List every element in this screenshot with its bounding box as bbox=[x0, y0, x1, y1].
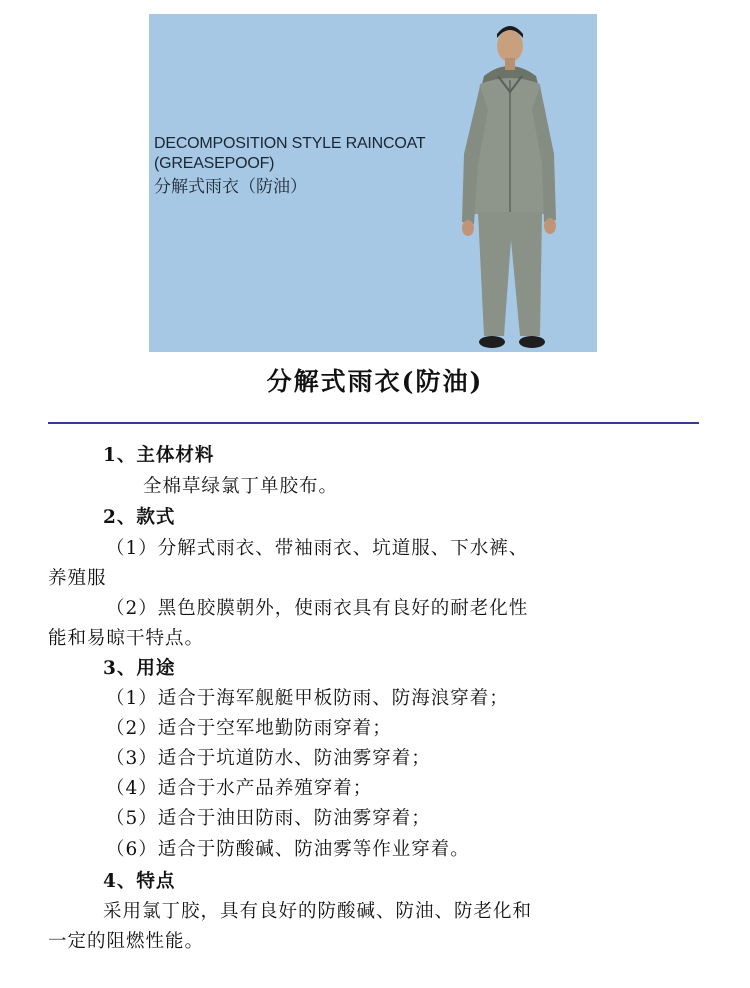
photo-caption bbox=[154, 134, 425, 198]
caption-english-line-2: (GREASEPOOF) bbox=[154, 155, 275, 172]
title-divider bbox=[48, 422, 699, 424]
section-heading-style: 2、款式 bbox=[103, 507, 176, 528]
style-line-2: 养殖服 bbox=[48, 568, 107, 589]
style-line-4: 能和易晾干特点。 bbox=[48, 628, 205, 649]
caption-english-line-1: DECOMPOSITION STYLE RAINCOAT bbox=[154, 135, 426, 152]
section-heading-material: 1、主体材料 bbox=[103, 445, 215, 466]
style-line-1: （1）分解式雨衣、带袖雨衣、坑道服、下水裤、 bbox=[106, 538, 529, 559]
usage-item-1: （1）适合于海军舰艇甲板防雨、防海浪穿着； bbox=[106, 688, 509, 709]
features-line-2: 一定的阻燃性能。 bbox=[48, 931, 205, 952]
usage-item-6: （6）适合于防酸碱、防油雾等作业穿着。 bbox=[106, 839, 470, 860]
model-in-raincoat-figure bbox=[454, 14, 564, 352]
material-text: 全棉草绿氯丁单胶布。 bbox=[143, 476, 339, 497]
usage-item-2: （2）适合于空军地勤防雨穿着； bbox=[106, 718, 392, 739]
product-photo bbox=[149, 14, 597, 352]
section-heading-usage: 3、用途 bbox=[103, 658, 176, 679]
caption-chinese: 分解式雨衣（防油） bbox=[154, 177, 307, 196]
usage-item-5: （5）适合于油田防雨、防油雾穿着； bbox=[106, 808, 431, 829]
features-line-1: 采用氯丁胶，具有良好的防酸碱、防油、防老化和 bbox=[103, 901, 533, 922]
section-heading-features: 4、特点 bbox=[103, 871, 176, 892]
usage-item-3: （3）适合于坑道防水、防油雾穿着； bbox=[106, 748, 431, 769]
usage-item-4: （4）适合于水产品养殖穿着； bbox=[106, 778, 373, 799]
style-line-3: （2）黑色胶膜朝外，使雨衣具有良好的耐老化性 bbox=[106, 598, 529, 619]
document-title: 分解式雨衣(防油) bbox=[266, 367, 484, 396]
